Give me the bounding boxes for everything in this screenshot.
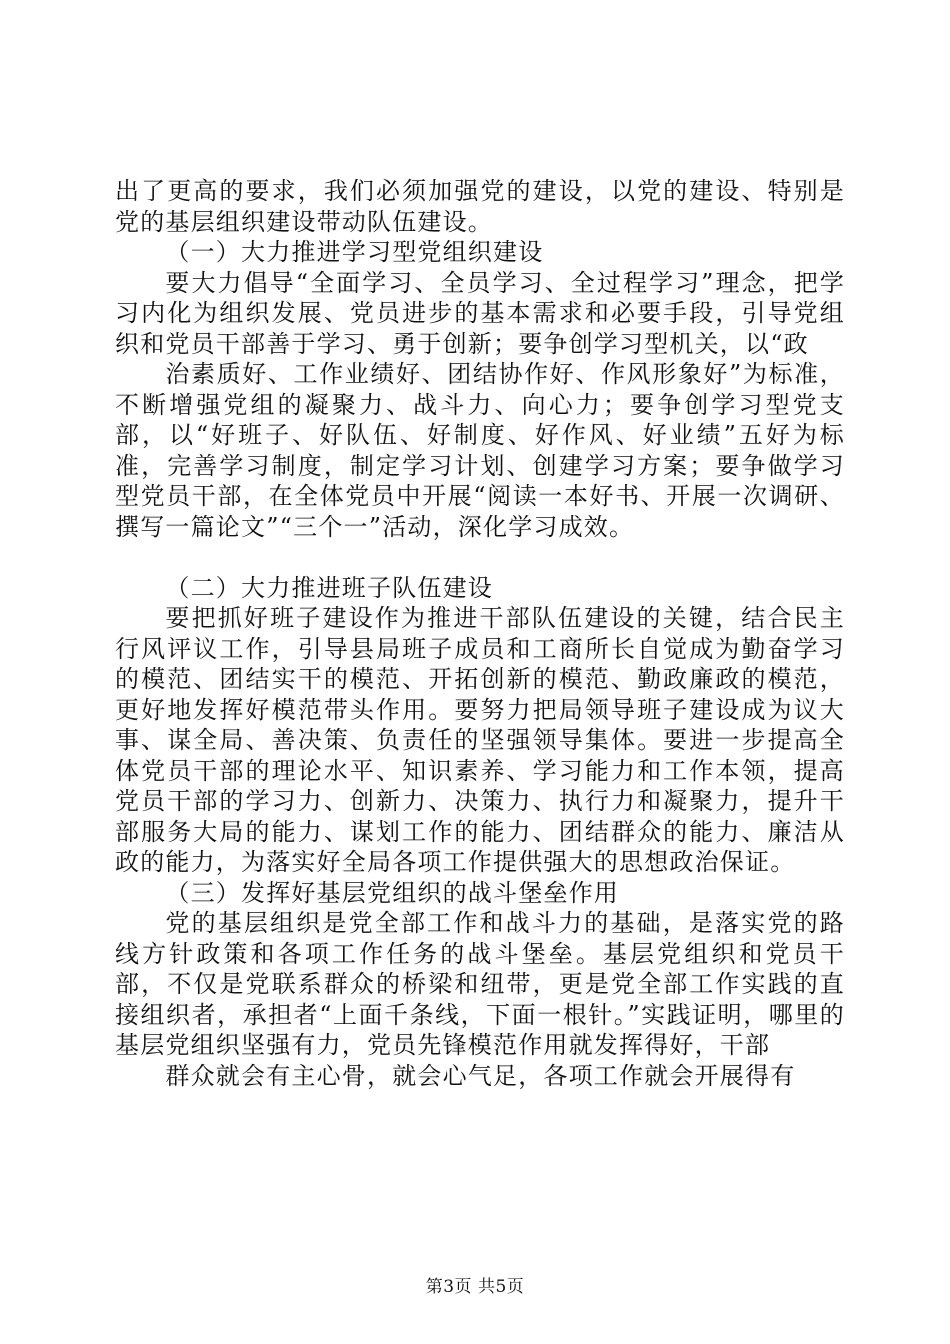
paragraph: 群众就会有主心骨，就会心气足，各项工作就会开展得有 — [165, 1061, 796, 1090]
section-heading-1: （一）大力推进学习型党组织建设 — [165, 238, 544, 266]
paragraph: 治素质好、工作业绩好、团结协作好、作风形象好”为标准，不断增强党组的凝聚力、战斗力、向心力；要争创学习型党支部，以“好班子、好队伍、好制度、好作风、好业绩”五好为标准，完善学习制度，制定学习计划、创建学习方案；要争做学习型党员干部，在全体党员中开展“阅读一本好书、开展一次调研、撰写一篇论文”“三个一”活动，深化学习成效。 — [115, 360, 845, 541]
section-heading-2: （二）大力推进班子队伍建设 — [165, 573, 493, 602]
paragraph-spacer — [115, 542, 845, 573]
paragraph: 要大力倡导“全面学习、全员学习、全过程学习”理念，把学习内化为组织发展、党员进步的基本需求和必要手段，引导党组织和党员干部善于学习、勇于创新；要争创学习型机关，以“政 — [115, 268, 845, 358]
document-body — [115, 176, 845, 1091]
paragraph-continuation: 出了更高的要求，我们必须加强党的建设，以党的建设、特别是党的基层组织建设带动队伍建设。 — [115, 177, 845, 236]
page-footer: 第3页 共5页 — [425, 1277, 525, 1297]
paragraph: 要把抓好班子建设作为推进干部队伍建设的关键，结合民主行风评议工作，引导县局班子成员和工商所长自觉成为勤奋学习的模范、团结实干的模范、开拓创新的模范、勤政廉政的模范，更好地发挥好模范带头作用。要努力把局领导班子建设成为议大事、谋全局、善决策、负责任的坚强领导集体。要进一步提高全体党员干部的理论水平、知识素养、学习能力和工作本领，提高党员干部的学习力、创新力、决策力、执行力和凝聚力，提升干部服务大局的能力、谋划工作的能力、团结群众的能力、廉洁从政的能力，为落实好全局各项工作提供强大的思想政治保证。 — [115, 604, 845, 876]
paragraph: 党的基层组织是党全部工作和战斗力的基础，是落实党的路线方针政策和各项工作任务的战斗堡垒。基层党组织和党员干部，不仅是党联系群众的桥梁和纽带，更是党全部工作实践的直接组织者，承担者“上面千条线，下面一根针。”实践证明，哪里的基层党组织坚强有力，党员先锋模范作用就发挥得好，干部 — [115, 909, 845, 1059]
section-heading-3: （三）发挥好基层党组织的战斗堡垒作用 — [165, 878, 619, 907]
